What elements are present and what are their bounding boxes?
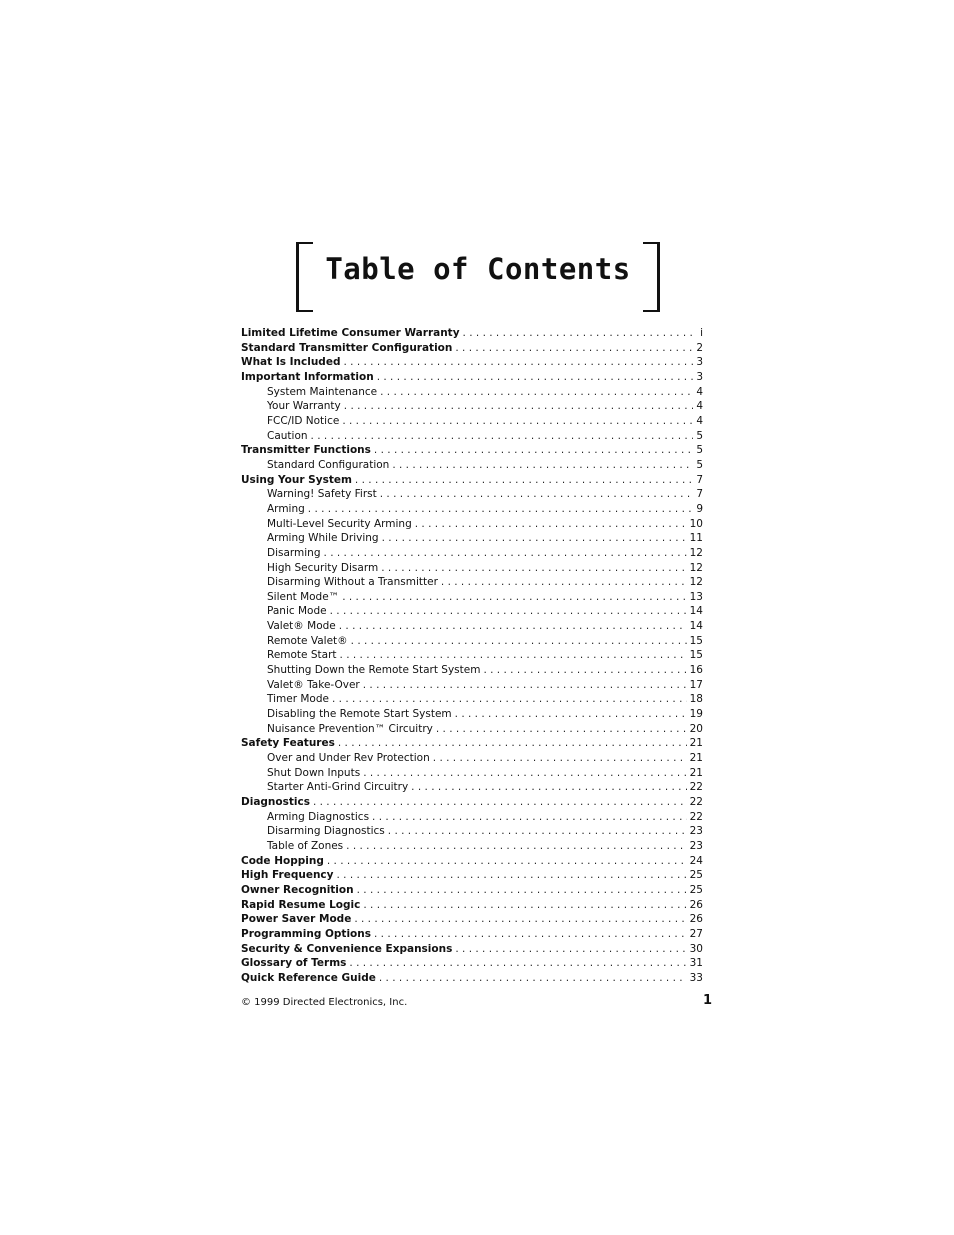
toc-entry-page: 25 <box>689 883 703 896</box>
toc-entry-page: 26 <box>689 913 703 926</box>
toc-entry-label: Your Warranty <box>267 400 341 413</box>
dot-leader <box>483 663 686 678</box>
toc-entry-label: Glossary of Terms <box>241 957 347 970</box>
toc-entry[interactable] <box>241 912 703 927</box>
toc-entry-page: 3 <box>696 370 703 383</box>
toc-entry-page: 3 <box>696 356 703 369</box>
toc-entry-page: 22 <box>689 810 703 823</box>
toc-entry-label: Arming <box>267 502 305 515</box>
page-number: 1 <box>702 993 712 1008</box>
toc-entry-page: 12 <box>689 546 703 559</box>
toc-entry[interactable] <box>241 971 703 986</box>
toc-entry[interactable] <box>241 429 703 444</box>
toc-entry[interactable] <box>241 736 703 751</box>
toc-entry[interactable] <box>241 502 703 517</box>
toc-entry[interactable] <box>241 399 703 414</box>
toc-entry[interactable] <box>241 458 703 473</box>
dot-leader <box>372 810 687 825</box>
toc-entry-label: Standard Transmitter Configuration <box>241 341 453 354</box>
toc-entry-label: Panic Mode <box>267 605 327 618</box>
toc-entry-label: Caution <box>267 429 308 442</box>
toc-entry[interactable] <box>241 355 703 370</box>
toc-entry[interactable] <box>241 619 703 634</box>
toc-entry[interactable] <box>241 575 703 590</box>
dot-leader <box>380 487 694 502</box>
toc-entry[interactable] <box>241 766 703 781</box>
toc-entry-label: Programming Options <box>241 927 371 940</box>
dot-leader <box>330 604 687 619</box>
toc-entry[interactable] <box>241 326 703 341</box>
toc-entry-page: 13 <box>689 590 703 603</box>
toc-entry-label: Diagnostics <box>241 796 310 808</box>
toc-entry[interactable] <box>241 883 703 898</box>
toc-entry-label: High Security Disarm <box>267 561 379 574</box>
toc-entry-page: 30 <box>689 942 703 955</box>
toc-entry-label: Shut Down Inputs <box>267 766 361 779</box>
dot-leader <box>374 443 693 458</box>
toc-entry-label: Using Your System <box>241 473 352 486</box>
toc-entry-label: Timer Mode <box>267 693 329 706</box>
toc-entry-page: 12 <box>689 561 703 574</box>
dot-leader <box>363 898 686 913</box>
dot-leader <box>463 326 698 341</box>
dot-leader <box>382 531 687 546</box>
toc-entry-page: 31 <box>689 957 703 970</box>
toc-entry-page: 33 <box>689 971 703 984</box>
page-title: Table of Contents <box>325 252 631 286</box>
toc-entry[interactable] <box>241 561 703 576</box>
toc-entry-label: Disabling the Remote Start System <box>267 708 452 721</box>
dot-leader <box>355 473 693 488</box>
toc-entry-page: i <box>700 327 703 339</box>
toc-entry-page: 5 <box>696 458 703 471</box>
toc-entry[interactable] <box>241 722 703 737</box>
toc-entry[interactable] <box>241 531 703 546</box>
toc-entry[interactable] <box>241 590 703 605</box>
toc-entry-page: 12 <box>689 576 703 589</box>
toc-entry-label: Owner Recognition <box>241 883 354 896</box>
copyright-notice: © 1999 Directed Electronics, Inc. <box>241 997 408 1008</box>
toc-entry-label: Disarming Diagnostics <box>267 825 385 838</box>
toc-entry-label: Valet® Mode <box>267 620 336 633</box>
toc-entry[interactable] <box>241 942 703 957</box>
toc-entry[interactable] <box>241 795 703 810</box>
toc-entry-page: 18 <box>689 693 703 706</box>
toc-entry[interactable] <box>241 414 703 429</box>
dot-leader <box>344 399 694 414</box>
toc-entry[interactable] <box>241 956 703 971</box>
toc-entry[interactable] <box>241 663 703 678</box>
table-of-contents <box>241 326 703 986</box>
toc-entry-page: 14 <box>689 620 703 633</box>
toc-entry-page: 17 <box>689 678 703 691</box>
toc-entry-label: What Is Included <box>241 356 341 369</box>
dot-leader <box>324 546 687 561</box>
toc-entry-page: 27 <box>689 927 703 940</box>
toc-entry-label: Silent Mode™ <box>267 590 340 603</box>
toc-entry-label: Disarming <box>267 546 321 559</box>
toc-entry[interactable] <box>241 648 703 663</box>
toc-entry-page: 21 <box>689 737 703 750</box>
toc-entry[interactable] <box>241 751 703 766</box>
toc-entry-label: Disarming Without a Transmitter <box>267 576 438 589</box>
toc-entry-label: Transmitter Functions <box>241 444 371 457</box>
toc-entry[interactable] <box>241 898 703 913</box>
toc-entry[interactable] <box>241 443 703 458</box>
dot-leader <box>340 648 687 663</box>
toc-entry-page: 4 <box>696 385 703 398</box>
toc-entry-page: 14 <box>689 605 703 618</box>
toc-entry[interactable] <box>241 487 703 502</box>
toc-entry-label: Remote Valet® <box>267 634 348 647</box>
toc-entry[interactable] <box>241 473 703 488</box>
dot-leader <box>380 385 693 400</box>
toc-entry-page: 21 <box>689 752 703 765</box>
toc-entry[interactable] <box>241 707 703 722</box>
toc-entry-label: Important Information <box>241 370 374 383</box>
dot-leader <box>374 927 687 942</box>
toc-entry-label: High Frequency <box>241 869 334 882</box>
toc-entry-page: 7 <box>696 473 703 486</box>
toc-entry-label: Arming While Driving <box>267 532 379 545</box>
dot-leader <box>363 678 687 693</box>
toc-entry-label: Code Hopping <box>241 854 324 867</box>
dot-leader <box>357 883 687 898</box>
dot-leader <box>441 575 687 590</box>
dot-leader <box>342 414 693 429</box>
dot-leader <box>377 370 694 385</box>
toc-entry-label: Shutting Down the Remote Start System <box>267 664 481 677</box>
toc-entry-page: 10 <box>689 517 703 530</box>
toc-entry-page: 4 <box>696 414 703 427</box>
toc-entry[interactable] <box>241 824 703 839</box>
dot-leader <box>436 722 687 737</box>
toc-entry-label: Over and Under Rev Protection <box>267 752 430 765</box>
dot-leader <box>351 634 687 649</box>
toc-entry-page: 9 <box>696 502 703 515</box>
dot-leader <box>379 971 687 986</box>
dot-leader <box>349 956 686 971</box>
toc-entry-label: Starter Anti-Grind Circuitry <box>267 781 409 794</box>
dot-leader <box>388 824 687 839</box>
dot-leader <box>311 429 694 444</box>
toc-entry-page: 24 <box>689 854 703 867</box>
toc-entry-label: Arming Diagnostics <box>267 810 370 823</box>
toc-entry[interactable] <box>241 341 703 356</box>
dot-leader <box>455 942 686 957</box>
toc-entry[interactable] <box>241 810 703 825</box>
toc-entry-page: 21 <box>689 766 703 779</box>
toc-entry[interactable] <box>241 854 703 869</box>
toc-entry-page: 5 <box>696 429 703 442</box>
toc-entry-page: 7 <box>696 488 703 501</box>
toc-entry[interactable] <box>241 868 703 883</box>
dot-leader <box>363 766 686 781</box>
dot-leader <box>338 736 687 751</box>
toc-entry-page: 15 <box>689 634 703 647</box>
dot-leader <box>339 619 687 634</box>
toc-entry[interactable] <box>241 692 703 707</box>
toc-entry-page: 25 <box>689 869 703 882</box>
toc-entry-label: FCC/ID Notice <box>267 414 340 427</box>
toc-entry-page: 20 <box>689 722 703 735</box>
toc-entry-label: Remote Start <box>267 649 337 662</box>
dot-leader <box>455 341 693 356</box>
toc-entry-page: 4 <box>696 400 703 413</box>
toc-entry-page: 15 <box>689 649 703 662</box>
toc-entry-label: System Maintenance <box>267 385 378 398</box>
toc-entry-label: Limited Lifetime Consumer Warranty <box>241 327 460 339</box>
toc-entry-page: 2 <box>696 341 703 354</box>
dot-leader <box>343 355 693 370</box>
dot-leader <box>342 590 686 605</box>
toc-entry[interactable] <box>241 780 703 795</box>
toc-entry-label: Standard Configuration <box>267 458 390 471</box>
toc-entry-label: Power Saver Mode <box>241 913 352 926</box>
dot-leader <box>392 458 693 473</box>
toc-entry[interactable] <box>241 927 703 942</box>
toc-entry-label: Warning! Safety First <box>267 488 377 501</box>
dot-leader <box>433 751 687 766</box>
dot-leader <box>455 707 687 722</box>
toc-entry[interactable] <box>241 604 703 619</box>
dot-leader <box>346 839 686 854</box>
toc-entry-page: 26 <box>689 898 703 911</box>
dot-leader <box>332 692 687 707</box>
toc-entry[interactable] <box>241 370 703 385</box>
toc-entry[interactable] <box>241 385 703 400</box>
toc-entry[interactable] <box>241 839 703 854</box>
toc-entry-page: 11 <box>689 532 703 545</box>
dot-leader <box>415 517 687 532</box>
toc-entry-label: Security & Convenience Expansions <box>241 942 453 955</box>
toc-entry[interactable] <box>241 678 703 693</box>
toc-entry-label: Nuisance Prevention™ Circuitry <box>267 722 433 735</box>
toc-entry-page: 5 <box>696 444 703 457</box>
dot-leader <box>337 868 687 883</box>
dot-leader <box>411 780 686 795</box>
toc-entry-label: Quick Reference Guide <box>241 971 376 984</box>
title-frame <box>296 242 660 310</box>
toc-entry-label: Valet® Take-Over <box>267 678 360 691</box>
toc-entry-page: 22 <box>689 796 703 808</box>
toc-entry[interactable] <box>241 517 703 532</box>
dot-leader <box>381 561 686 576</box>
toc-entry-page: 22 <box>689 781 703 794</box>
dot-leader <box>354 912 686 927</box>
toc-entry-page: 23 <box>689 839 703 852</box>
toc-entry-label: Multi-Level Security Arming <box>267 517 412 530</box>
dot-leader <box>308 502 694 517</box>
dot-leader <box>313 795 687 810</box>
dot-leader <box>327 854 687 869</box>
toc-entry[interactable] <box>241 546 703 561</box>
toc-entry-page: 19 <box>689 708 703 721</box>
toc-entry[interactable] <box>241 634 703 649</box>
toc-entry-label: Table of Zones <box>267 839 344 852</box>
toc-entry-label: Rapid Resume Logic <box>241 898 361 911</box>
toc-entry-label: Safety Features <box>241 737 335 750</box>
toc-entry-page: 23 <box>689 825 703 838</box>
toc-entry-page: 16 <box>689 664 703 677</box>
